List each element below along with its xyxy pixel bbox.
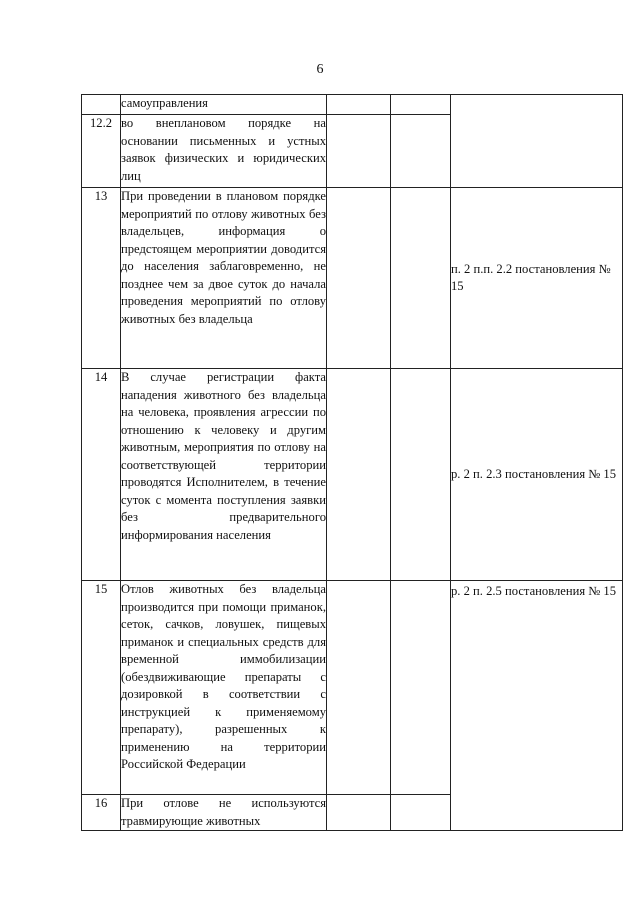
- row-number: 14: [82, 369, 121, 581]
- table-row: [82, 369, 623, 581]
- row-text: При проведении в плановом порядке мероприятий по отлову животных без владельцев, информация о предстоящем мероприятии доводится до населения заблаговременно, не позднее чем за двое суток до начала проведения мероприятий по отлову животных без владельца: [121, 188, 327, 369]
- empty-cell: [327, 369, 391, 581]
- empty-cell: [327, 95, 391, 115]
- reference-text: п. 2 п.п. 2.2 постановления № 15: [451, 261, 611, 293]
- reference-cell: [451, 188, 623, 369]
- row-number: 15: [82, 581, 121, 795]
- row-number: 12.2: [82, 115, 121, 188]
- empty-cell: [327, 188, 391, 369]
- table-row: [82, 95, 623, 115]
- row-text: В случае регистрации факта нападения животного без владельца на человека, проявления агрессии по отношению к человеку и другим животным, мероприятия по отлову на соответствующей территории проводятся Исполнителем, в течение суток с момента поступления заявки без предварительного информирования населения: [121, 369, 327, 581]
- empty-cell: [391, 95, 451, 115]
- empty-cell: [391, 369, 451, 581]
- empty-cell: [327, 581, 391, 795]
- document-table: [81, 94, 623, 831]
- row-number: [82, 95, 121, 115]
- empty-cell: [391, 581, 451, 795]
- row-text: самоуправления: [121, 95, 327, 115]
- empty-cell: [327, 115, 391, 188]
- row-number: 16: [82, 795, 121, 831]
- reference-cell: [451, 95, 623, 188]
- row-text: во внеплановом порядке на основании письменных и устных заявок физических и юридических лиц: [121, 115, 327, 188]
- reference-cell: [451, 369, 623, 581]
- page-number: 6: [316, 62, 324, 77]
- empty-cell: [391, 115, 451, 188]
- table-row: [82, 581, 623, 795]
- empty-cell: [391, 188, 451, 369]
- row-text: При отлове не используются травмирующие животных: [121, 795, 327, 831]
- row-number: 13: [82, 188, 121, 369]
- empty-cell: [391, 795, 451, 831]
- table-row: [82, 188, 623, 369]
- reference-text: р. 2 п. 2.3 постановления № 15: [451, 466, 617, 481]
- empty-cell: [327, 795, 391, 831]
- reference-cell: р. 2 п. 2.5 постановления № 15: [451, 581, 623, 831]
- row-text: Отлов животных без владельца производится при помощи приманок, сеток, сачков, ловушек, пищевых приманок и специальных средств для временной иммобилизации (обездвиживающие препараты с дозировкой в соответствии с инструкцией к применяемому препарату), разрешенных к применению на территории Российской Федерации: [121, 581, 327, 795]
